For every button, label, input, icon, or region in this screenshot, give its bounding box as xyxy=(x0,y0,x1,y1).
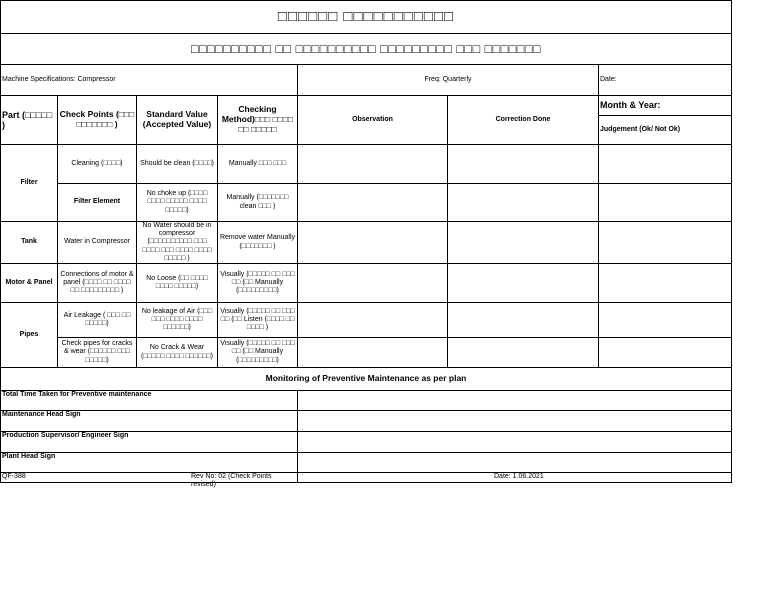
revision-date: Date: 1.06.2021 xyxy=(494,473,544,480)
check-point: Cleaning (□□□□) xyxy=(58,145,137,184)
header-part: Part (□□□□□ ) xyxy=(1,96,58,145)
judgement-cell[interactable] xyxy=(599,145,732,184)
sign-row-label: Maintenance Head Sign xyxy=(1,411,298,432)
correction-cell[interactable] xyxy=(448,184,599,222)
standard-value: No choke up (□□□□ □□□□ □□□□□ □□□□ □□□□□) xyxy=(137,184,218,222)
standard-value: No leakage of Air (□□□ □□□ □□□□ □□□□ □□□□□□) xyxy=(137,303,218,338)
header-correction: Correction Done xyxy=(448,96,599,145)
standard-value: No Loose (□□ □□□□ □□□□ □□□□□) xyxy=(137,264,218,303)
form-code: QF-388 xyxy=(2,473,26,480)
standard-value: No Crack & Wear (□□□□□ □□□□ □□□□□□) xyxy=(137,338,218,368)
judgement-cell[interactable] xyxy=(599,222,732,264)
monitoring-heading: Monitoring of Preventive Maintenance as per plan xyxy=(1,368,732,391)
observation-cell[interactable] xyxy=(298,222,448,264)
checking-method: Visually (□□□□□ □□ □□□ □□ (□□ Manually (□□□□□□□□□) xyxy=(218,264,298,303)
footer-right xyxy=(298,473,732,483)
sign-row-label: Plant Head Sign xyxy=(1,453,298,473)
frequency: Freq: Quarterly xyxy=(298,65,599,96)
revision-note: Rev No: 02 (Check Points revised) xyxy=(191,473,272,489)
sheet-title: □□□□□□ □□□□□□□□□□□ xyxy=(1,1,732,34)
check-point: Air Leakage ( □□□ □□ □□□□□) xyxy=(58,303,137,338)
part-tank: Tank xyxy=(1,222,58,264)
sign-row-label: Production Supervisor/ Engineer Sign xyxy=(1,432,298,453)
judgement-cell[interactable] xyxy=(599,264,732,303)
checking-method: Visually (□□□□□ □□ □□□ □□ (□□ Listen (□□□□ □□ □□□□ ) xyxy=(218,303,298,338)
checking-method: Manually □□□ □□□ xyxy=(218,145,298,184)
header-judgement: Judgement (Ok/ Not Ok) xyxy=(599,116,732,145)
correction-cell[interactable] xyxy=(448,338,599,368)
date-field[interactable]: Date: xyxy=(599,65,732,96)
standard-value: No Water should be in compressor (□□□□□□□□□□ □□□ □□□□ □□□ □□□□ □□□□ □□□□□ ) xyxy=(137,222,218,264)
observation-cell[interactable] xyxy=(298,145,448,184)
check-point: Water in Compressor xyxy=(58,222,137,264)
sign-row-value[interactable] xyxy=(298,411,732,432)
correction-cell[interactable] xyxy=(448,222,599,264)
observation-cell[interactable] xyxy=(298,303,448,338)
observation-cell[interactable] xyxy=(298,184,448,222)
checking-method: Manually (□□□□□□□ clean □□□ ) xyxy=(218,184,298,222)
part-filter: Filter xyxy=(1,145,58,222)
sign-row-value[interactable] xyxy=(298,432,732,453)
correction-cell[interactable] xyxy=(448,303,599,338)
check-point: Filter Element xyxy=(58,184,137,222)
part-pipes: Pipes xyxy=(1,303,58,368)
check-point: Connections of motor & panel (□□□□ □□ □□□□ □□ □□□□□□□□□ ) xyxy=(58,264,137,303)
sign-row-value[interactable] xyxy=(298,391,732,411)
check-point: Check pipes for cracks & wear (□□□□□□ □□□ □□□□□) xyxy=(58,338,137,368)
header-checking-method: Checking Method)□□□ □□□□ □□ □□□□□ xyxy=(218,96,298,145)
part-motor-panel: Motor & Panel xyxy=(1,264,58,303)
checking-method: Remove water Manually (□□□□□□□ ) xyxy=(218,222,298,264)
machine-spec: Machine Specifications: Compressor xyxy=(1,65,298,96)
header-standard-value: Standard Value (Accepted Value) xyxy=(137,96,218,145)
sign-row-label: Total Time Taken for Preventive maintenance xyxy=(1,391,298,411)
standard-value: Should be clean (□□□□) xyxy=(137,145,218,184)
header-observation: Observation xyxy=(298,96,448,145)
sign-row-value[interactable] xyxy=(298,453,732,473)
correction-cell[interactable] xyxy=(448,264,599,303)
observation-cell[interactable] xyxy=(298,264,448,303)
footer-left xyxy=(1,473,298,489)
judgement-cell[interactable] xyxy=(599,303,732,338)
header-check-points: Check Points (□□□ □□□□□□□ ) xyxy=(58,96,137,145)
judgement-cell[interactable] xyxy=(599,338,732,368)
checking-method: Visually (□□□□□ □□ □□□ □□ (□□ Manually (□□□□□□□□□) xyxy=(218,338,298,368)
month-year-field[interactable]: Month & Year: xyxy=(599,96,732,116)
sheet-subtitle: □□□□□□□□□□ □□ □□□□□□□□□□ □□□□□□□□□ □□□ □□□□□□□ xyxy=(1,34,732,65)
observation-cell[interactable] xyxy=(298,338,448,368)
correction-cell[interactable] xyxy=(448,145,599,184)
judgement-cell[interactable] xyxy=(599,184,732,222)
